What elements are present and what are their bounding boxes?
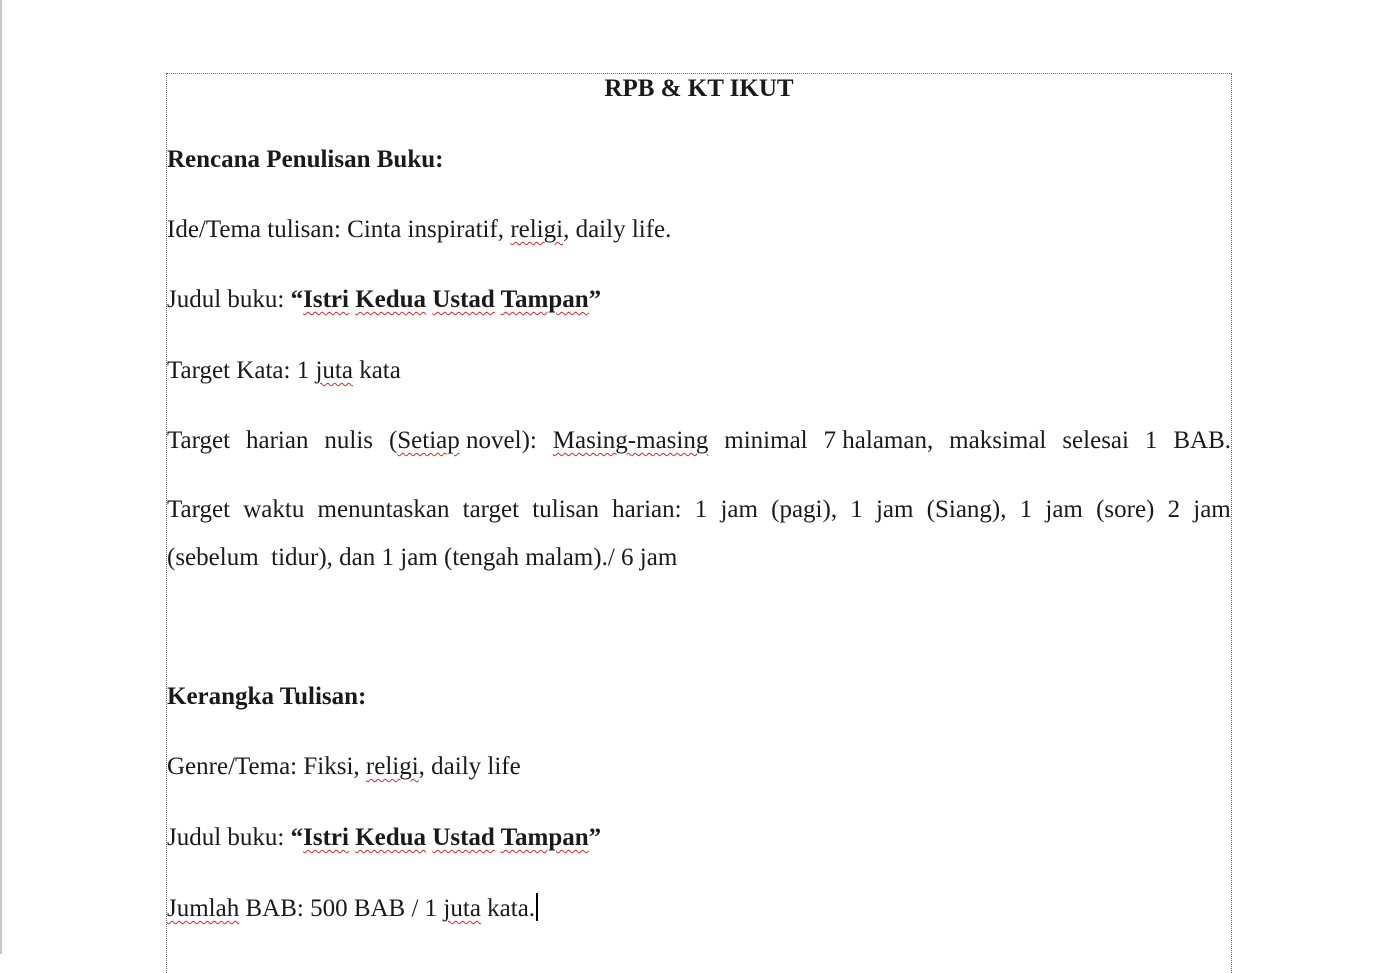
genre-line: Genre/Tema: Fiksi, religi, daily life [167, 753, 521, 780]
time-target-line-1: Target waktu menuntaskan target tulisan harian: 1 jam (pagi), 1 jam (Siang), 1 jam (sore) 2 jam [167, 496, 1231, 523]
book-title-label: Judul buku: [167, 286, 285, 313]
book-title-label-2: Judul buku: [167, 824, 285, 851]
theme-text-c: , daily life. [563, 216, 672, 243]
window-left-edge [0, 0, 2, 954]
theme-line [167, 215, 671, 245]
document-title: RPB & KT IKUT [604, 75, 794, 102]
book-title-value-2: “Istri Kedua Ustad Tampan” [290, 824, 602, 851]
section-heading-rencana: Rencana Penulisan Buku: [167, 146, 444, 173]
time-target-line-2: (sebelum tidur), dan 1 jam (tengah malam)./ 6 jam [167, 544, 678, 571]
target-words-label: Target Kata: [167, 357, 291, 384]
daily-target-line: Target harian nulis (Setiap novel): Masing-masing minimal 7 halaman, maksimal selesai 1 BAB. [167, 427, 1231, 454]
target-words-line: Target Kata: 1 juta kata [167, 357, 401, 384]
book-title-line-2 [167, 823, 601, 853]
theme-label: Ide/Tema tulisan: [167, 216, 341, 243]
theme-text-a: Cinta inspiratif, [347, 216, 505, 243]
document-text-area[interactable] [166, 73, 1232, 973]
section-heading-kerangka: Kerangka Tulisan: [167, 683, 367, 710]
theme-text-b: religi [510, 216, 564, 243]
text-cursor [536, 893, 538, 921]
book-title-line [167, 285, 601, 315]
chapters-line: Jumlah BAB: 500 BAB / 1 juta kata. [167, 893, 538, 924]
book-title-value: “Istri Kedua Ustad Tampan” [290, 286, 602, 313]
